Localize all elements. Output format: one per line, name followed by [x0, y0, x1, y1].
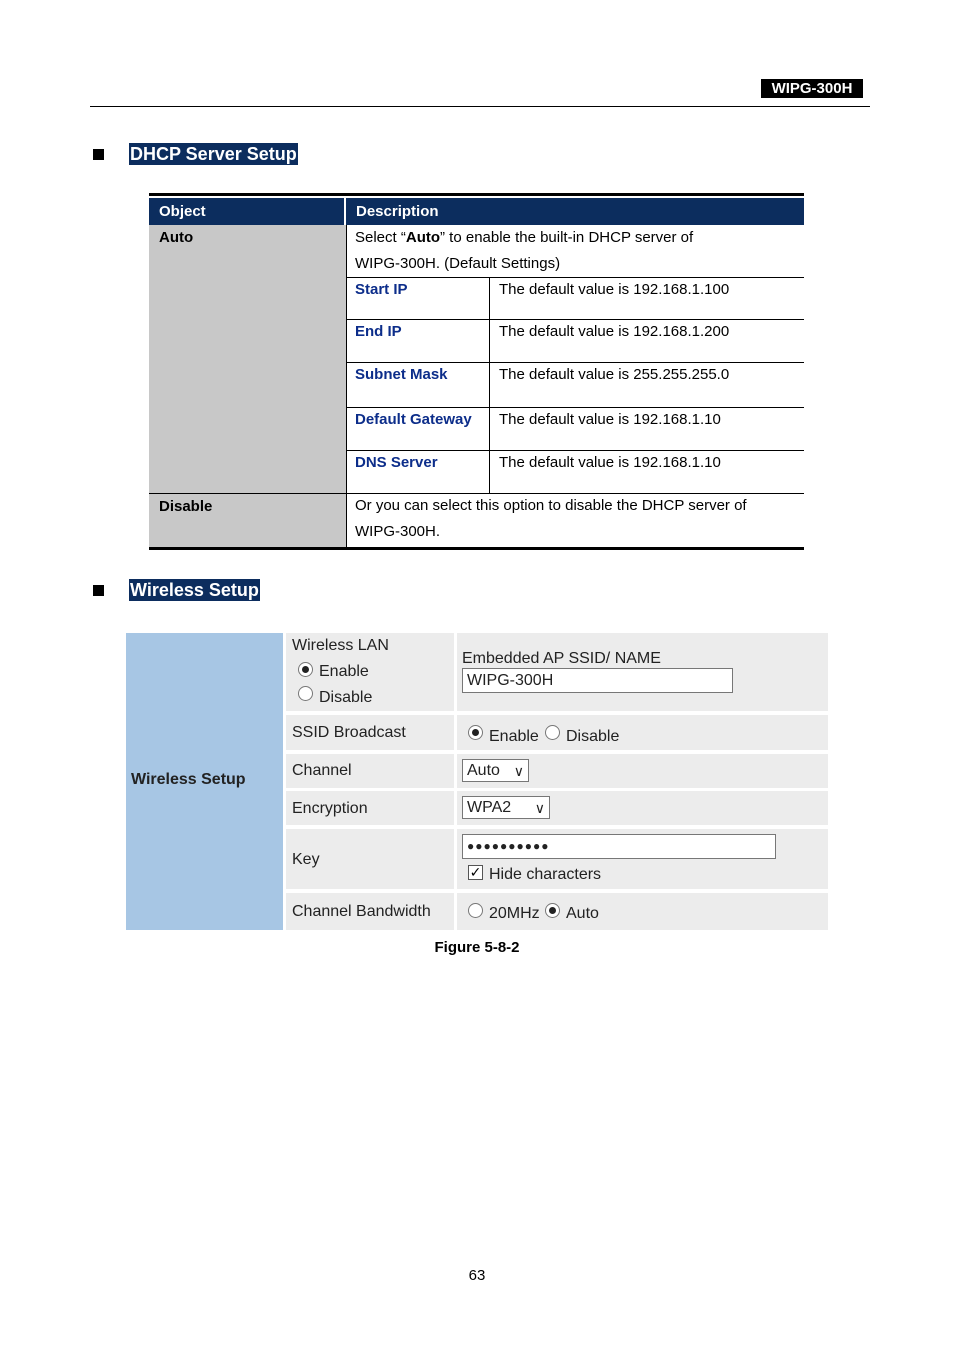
subrow-desc-end-ip: The default value is 192.168.1.200	[499, 323, 730, 340]
channel-select[interactable]	[462, 759, 529, 782]
bandwidth-auto-label: Auto	[566, 905, 599, 922]
channel-label: Channel	[292, 762, 352, 779]
section-bullet	[93, 149, 104, 160]
ssid-broadcast-enable-label: Enable	[489, 728, 539, 745]
subrow-desc-subnet-mask: The default value is 255.255.255.0	[499, 366, 730, 383]
ssid-label: Embedded AP SSID/ NAME	[462, 650, 661, 667]
key-input[interactable]: ●●●●●●●●●●	[462, 834, 776, 859]
auto-desc-post: ” to enable the built-in DHCP server of	[440, 229, 694, 246]
dhcp-table	[149, 193, 804, 551]
hide-characters-checkbox[interactable]: ✓	[469, 864, 482, 880]
header-rule	[90, 106, 870, 107]
ssid-broadcast-disable-radio[interactable]	[545, 725, 560, 740]
bandwidth-label: Channel Bandwidth	[292, 903, 431, 920]
ssid-broadcast-enable-radio[interactable]	[468, 725, 483, 740]
section-bullet	[93, 585, 104, 596]
wireless-setup-label: Wireless Setup	[131, 771, 246, 788]
col-header-description: Description	[346, 198, 804, 225]
subrow-desc-default-gateway: The default value is 192.168.1.10	[499, 411, 721, 428]
auto-description-line2: WIPG-300H. (Default Settings)	[355, 255, 561, 272]
col-header-object: Object	[149, 198, 344, 225]
wireless-section-title: Wireless Setup	[130, 580, 259, 600]
disable-description-line2: WIPG-300H.	[355, 523, 441, 540]
wireless-lan-label: Wireless LAN	[292, 637, 389, 654]
key-label: Key	[292, 851, 320, 868]
subrow-name-start-ip: Start IP	[355, 281, 408, 298]
ssid-broadcast-disable-label: Disable	[566, 728, 620, 745]
subrow-name-dns-server: DNS Server	[355, 454, 438, 471]
encryption-select-value: WPA2	[467, 799, 512, 816]
wireless-lan-disable-radio[interactable]	[298, 686, 313, 701]
subrow-name-subnet-mask: Subnet Mask	[355, 366, 448, 383]
bandwidth-auto-radio[interactable]	[545, 903, 560, 918]
subrow-name-end-ip: End IP	[355, 323, 402, 340]
disable-label: Disable	[159, 498, 213, 515]
disable-description: Or you can select this option to disable the DHCP server of	[355, 497, 747, 514]
hide-characters-label: Hide characters	[489, 866, 602, 883]
bandwidth-20mhz-radio[interactable]	[468, 903, 483, 918]
subrow-desc-dns-server: The default value is 192.168.1.10	[499, 454, 721, 471]
subrow-desc-start-ip: The default value is 192.168.1.100	[499, 281, 730, 298]
ssid-broadcast-label: SSID Broadcast	[292, 724, 406, 741]
auto-desc-pre: Select “	[355, 229, 406, 246]
wireless-setup-panel	[126, 633, 828, 930]
table-bottom-rule	[149, 547, 804, 550]
auto-label: Auto	[159, 229, 194, 246]
encryption-select[interactable]	[462, 796, 550, 819]
subrow-name-default-gateway: Default Gateway	[355, 411, 472, 428]
encryption-label: Encryption	[292, 800, 368, 817]
ssid-input[interactable]: WIPG-300H	[462, 668, 733, 693]
auto-object-cell	[149, 225, 346, 493]
wireless-lan-disable-label: Disable	[319, 689, 373, 706]
page-number: 63	[468, 1267, 486, 1284]
dhcp-section-title: DHCP Server Setup	[130, 144, 297, 164]
model-tag: WIPG-300H	[761, 79, 863, 98]
figure-caption: Figure 5-8-2	[434, 939, 520, 956]
subrow-column-divider	[489, 277, 490, 493]
chevron-down-icon: ∨	[534, 800, 545, 816]
chevron-down-icon: ∨	[513, 763, 524, 779]
table-top-rule	[149, 193, 804, 196]
auto-description	[355, 225, 693, 251]
column-divider	[346, 225, 347, 547]
wireless-lan-enable-radio[interactable]	[298, 662, 313, 677]
auto-desc-bold: Auto	[405, 229, 441, 246]
channel-select-value: Auto	[467, 762, 500, 779]
bandwidth-20mhz-label: 20MHz	[489, 905, 540, 922]
wireless-lan-enable-label: Enable	[319, 663, 369, 680]
